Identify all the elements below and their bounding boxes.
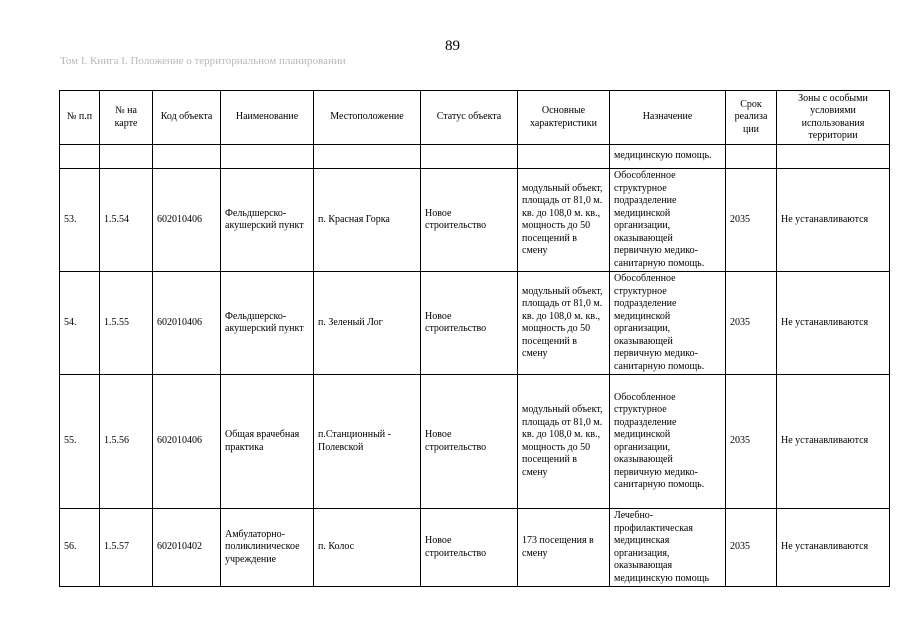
cell-term: 2035 xyxy=(726,272,777,375)
cell-name: Фельдшерско-акушерский пункт xyxy=(221,169,314,272)
cell-characteristics: 173 посещения в смену xyxy=(518,509,610,587)
cell-name: Амбулаторно-поликлиническое учреждение xyxy=(221,509,314,587)
cell-purpose: Лечебно-профилактическая медицинская организация, оказывающая медицинскую помощь xyxy=(610,509,726,587)
cell-zones: Не устанавливаются xyxy=(777,509,890,587)
header-code: Код объекта xyxy=(153,91,221,145)
table-cell xyxy=(100,145,153,169)
cell-map: 1.5.54 xyxy=(100,169,153,272)
table-row xyxy=(60,169,890,272)
cell-purpose: Обособленное структурное подразделение медицинской организации, оказывающей первичную медико-санитарную помощь. xyxy=(610,272,726,375)
header-status: Статус объекта xyxy=(421,91,518,145)
table-row xyxy=(60,272,890,375)
table-row xyxy=(60,375,890,509)
header-term: Срок реализа ции xyxy=(726,91,777,145)
cell-term: 2035 xyxy=(726,375,777,509)
cell-name: Общая врачебная практика xyxy=(221,375,314,509)
cell-location: п. Колос xyxy=(314,509,421,587)
cell-num: 55. xyxy=(60,375,100,509)
cell-map: 1.5.55 xyxy=(100,272,153,375)
table-row-continuation xyxy=(60,145,890,169)
cell-zones: Не устанавливаются xyxy=(777,272,890,375)
header-purpose: Назначение xyxy=(610,91,726,145)
cell-location: п. Зеленый Лог xyxy=(314,272,421,375)
table-row xyxy=(60,509,890,587)
cell-map: 1.5.56 xyxy=(100,375,153,509)
objects-table xyxy=(59,90,890,587)
page-number: 89 xyxy=(445,38,460,54)
cell-purpose: Обособленное структурное подразделение медицинской организации, оказывающей первичную медико-санитарную помощь. xyxy=(610,375,726,509)
cell-location: п. Красная Горка xyxy=(314,169,421,272)
header-name: Наименование xyxy=(221,91,314,145)
cell-num: 54. xyxy=(60,272,100,375)
cell-status: Новое строительство xyxy=(421,169,518,272)
cell-num: 53. xyxy=(60,169,100,272)
table-cell xyxy=(421,145,518,169)
cell-num: 56. xyxy=(60,509,100,587)
cell-characteristics: модульный объект, площадь от 81,0 м. кв. до 108,0 м. кв., мощность до 50 посещений в смену xyxy=(518,375,610,509)
cell-code: 602010402 xyxy=(153,509,221,587)
cell-characteristics: модульный объект, площадь от 81,0 м. кв. до 108,0 м. кв., мощность до 50 посещений в смену xyxy=(518,169,610,272)
cell-term: 2035 xyxy=(726,169,777,272)
cell-status: Новое строительство xyxy=(421,375,518,509)
header-zones: Зоны с особыми условиями использования территории xyxy=(777,91,890,145)
cell-location: п.Станционный - Полевской xyxy=(314,375,421,509)
cell-status: Новое строительство xyxy=(421,272,518,375)
header-num: № п.п xyxy=(60,91,100,145)
continuation-purpose: медицинскую помощь. xyxy=(610,145,726,169)
header-location: Местоположение xyxy=(314,91,421,145)
header-characteristics: Основные характеристики xyxy=(518,91,610,145)
cell-name: Фельдшерско-акушерский пункт xyxy=(221,272,314,375)
table-cell xyxy=(60,145,100,169)
cell-status: Новое строительство xyxy=(421,509,518,587)
cell-term: 2035 xyxy=(726,509,777,587)
cell-zones: Не устанавливаются xyxy=(777,169,890,272)
table-cell xyxy=(518,145,610,169)
cell-purpose: Обособленное структурное подразделение медицинской организации, оказывающей первичную медико-санитарную помощь. xyxy=(610,169,726,272)
table-cell xyxy=(153,145,221,169)
header-map: № на карте xyxy=(100,91,153,145)
cell-characteristics: модульный объект, площадь от 81,0 м. кв. до 108,0 м. кв., мощность до 50 посещений в смену xyxy=(518,272,610,375)
cell-code: 602010406 xyxy=(153,169,221,272)
table-header-row xyxy=(60,91,890,145)
cell-zones: Не устанавливаются xyxy=(777,375,890,509)
table-cell xyxy=(777,145,890,169)
cell-code: 602010406 xyxy=(153,375,221,509)
running-header: Том I. Книга I. Положение о территориальном планировании xyxy=(60,55,346,67)
table-cell xyxy=(221,145,314,169)
table-cell xyxy=(726,145,777,169)
table-cell xyxy=(314,145,421,169)
cell-map: 1.5.57 xyxy=(100,509,153,587)
cell-code: 602010406 xyxy=(153,272,221,375)
